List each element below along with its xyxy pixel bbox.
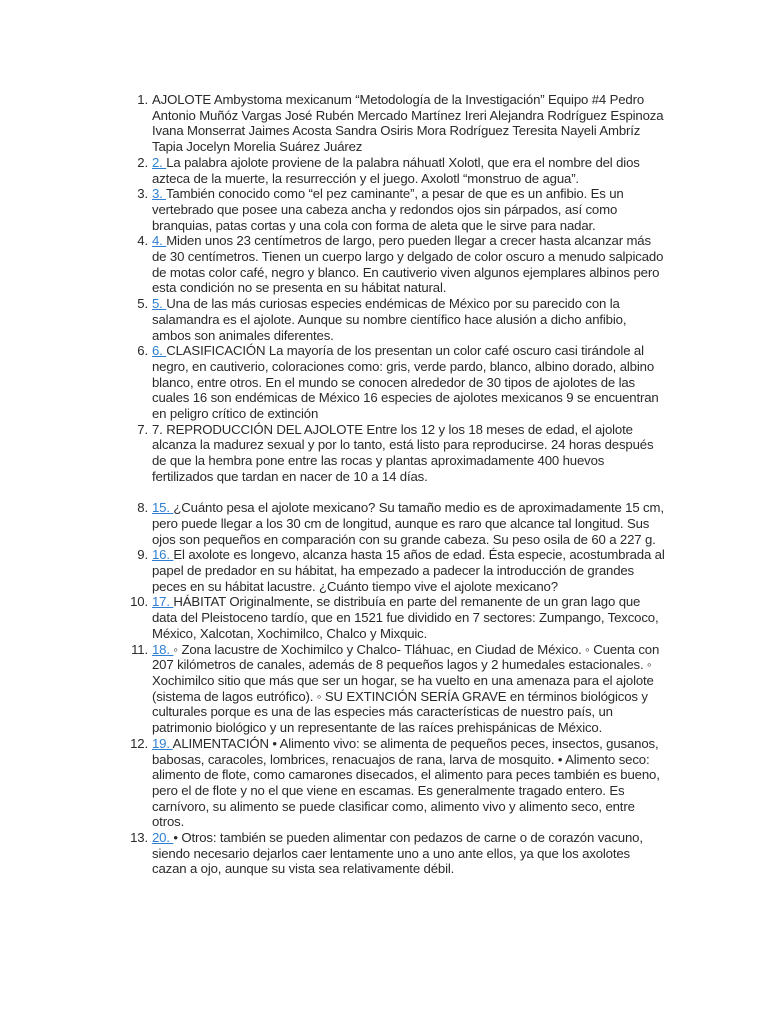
item-number: 2. <box>137 154 148 170</box>
item-number: 8. <box>137 500 148 516</box>
slide-link[interactable]: 19. <box>152 735 173 751</box>
item-text: AJOLOTE Ambystoma mexicanum “Metodología de la Investigación” Equipo #4 Pedro Antonio Muñóz Vargas José Rubén Mercado Martínez Ireri Alejandra Rodríguez Espinoza Ivana Monserrat Jaimes Acosta Sandra Osiris Mora Rodríguez Teresita Nayeli Ambríz Tapia Jocelyn Morelia Suárez Juárez <box>152 92 664 155</box>
item-number: 7. <box>137 421 148 437</box>
slide-link[interactable]: 3. <box>152 186 166 202</box>
slide-link[interactable]: 15. <box>152 500 174 516</box>
item-number: 11. <box>131 641 148 657</box>
list-item <box>120 186 665 233</box>
slide-link[interactable]: 20. <box>152 830 174 846</box>
item-text: ◦ Zona lacustre de Xochimilco y Chalco- Tláhuac, en Ciudad de México. ◦ Cuenta con 207 kilómetros de canales, además de 8 pequeños lagos y 2 humedales estacionales. ◦ Xochimilco sitio que más que ser un hogar, se ha vuelto en una amenaza para el ajolote (sistema de lagos eutrófico). ◦ SU EXTINCIÓN SERÍA GRAVE en términos biológicos y culturales porque es una de las especies más características de nuestro país, un patrimonio biológico y un representante de las raíces prehispánicas de México. <box>152 641 660 736</box>
list-item <box>120 422 665 485</box>
list-item <box>120 343 665 422</box>
list-item <box>120 642 665 736</box>
slide-link[interactable]: 5. <box>152 296 167 312</box>
item-number: 3. <box>137 186 148 202</box>
item-text: CLASIFICACIÓN La mayoría de los presentan un color café oscuro casi tirándole al negro, en cautiverio, coloraciones como: gris, verde pardo, blanco, albino dorado, albino blanco, entre otros. En el mundo se conocen alrededor de 30 tipos de ajolotes de las cuales 16 son endémicas de México 16 especies de ajolotes mexicanos 9 se encuentran en peligro crítico de extinción <box>152 343 659 422</box>
list-item <box>120 500 665 547</box>
item-text: 7. REPRODUCCIÓN DEL AJOLOTE Entre los 12 y los 18 meses de edad, el ajolote alcanza la madurez sexual y por lo tanto, está listo para reproducirse. 24 horas después de que la hembra pone entre las rocas y plantas aproximadamente 400 huevos fertilizados que tardan en nacer de 10 a 14 días. <box>152 421 654 484</box>
item-number: 13. <box>130 830 148 846</box>
item-text: • Otros: también se pueden alimentar con pedazos de carne o de corazón vacuno, siendo necesario dejarlos caer lentamente uno a uno ante ellos, ya que los axolotes cazan a ojo, aunque su vista sea relativamente débil. <box>152 830 643 877</box>
list-item <box>120 92 665 155</box>
item-number: 12. <box>130 735 148 751</box>
slide-link[interactable]: 17. <box>152 594 174 610</box>
slide-link[interactable]: 2. <box>152 154 167 170</box>
list-item <box>120 594 665 641</box>
item-number: 4. <box>137 233 148 249</box>
item-text: Miden unos 23 centímetros de largo, pero pueden llegar a crecer hasta alcanzar más de 30 centímetros. Tienen un cuerpo largo y delgado de color oscuro a menudo salpicado de motas color café, negro y blanco. En cautiverio viven algunos ejemplares albinos pero esta condición no se presenta en su hábitat natural. <box>152 233 664 296</box>
list-item <box>120 736 665 830</box>
slide-link[interactable]: 6. <box>152 343 167 359</box>
item-text: ALIMENTACIÓN • Alimento vivo: se alimenta de pequeños peces, insectos, gusanos, babosas, caracoles, lombrices, renacuajos de rana, larva de mosquito. • Alimento seco: alimento de flote, como camarones disecados, el alimento para peces también es bueno, pero el de flote y no el que viene en escamas. Es generalmente tragado entero. Es carnívoro, su alimento se puede clasificar como, alimento vivo y alimento seco, entre otros. <box>152 735 660 830</box>
item-text: También conocido como “el pez caminante”, a pesar de que es un anfibio. Es un vertebrado que posee una cabeza ancha y redondos ojos sin párpados, así como branquias, patas cortas y una cola con forma de aleta que le sirve para nadar. <box>152 186 624 233</box>
item-text: HÁBITAT Originalmente, se distribuía en parte del remanente de un gran lago que data del Pleistoceno tardío, que en 1521 fue dividido en 7 sectores: Zumpango, Texcoco, México, Xalcotan, Xochimilco, Chalco y Mixquic. <box>152 594 659 641</box>
item-text: ¿Cuánto pesa el ajolote mexicano? Su tamaño medio es de aproximadamente 15 cm, pero puede llegar a los 30 cm de longitud, aunque es raro que alcance tal longitud. Sus ojos son pequeños en comparación con su grande cabeza. Su peso osila de 60 a 227 g. <box>152 500 664 547</box>
numbered-list <box>120 92 665 877</box>
list-item <box>120 233 665 296</box>
list-item <box>120 296 665 343</box>
item-number: 1. <box>137 92 148 107</box>
item-number: 10. <box>130 594 148 610</box>
list-item <box>120 155 665 186</box>
slide-link[interactable]: 18. <box>152 641 174 657</box>
item-number: 5. <box>137 296 148 312</box>
slide-link[interactable]: 4. <box>152 233 167 249</box>
item-number: 9. <box>137 547 148 563</box>
item-text: Una de las más curiosas especies endémicas de México por su parecido con la salamandra es el ajolote. Aunque su nombre científico hace alusión a dicho anfibio, ambos son animales diferentes. <box>152 296 627 343</box>
item-text: La palabra ajolote proviene de la palabra náhuatl Xolotl, que era el nombre del dios azteca de la muerte, la resurrección y el juego. Axolotl “monstruo de agua”. <box>152 154 640 186</box>
item-text: El axolote es longevo, alcanza hasta 15 años de edad. Ésta especie, acostumbrada al papel de predador en su hábitat, ha empezado a padecer la introducción de grandes peces en su hábitat lacustre. ¿Cuánto tiempo vive el ajolote mexicano? <box>152 547 665 594</box>
list-item <box>120 830 665 877</box>
item-number: 6. <box>137 343 148 359</box>
slide-link[interactable]: 16. <box>152 547 174 563</box>
list-item <box>120 547 665 594</box>
